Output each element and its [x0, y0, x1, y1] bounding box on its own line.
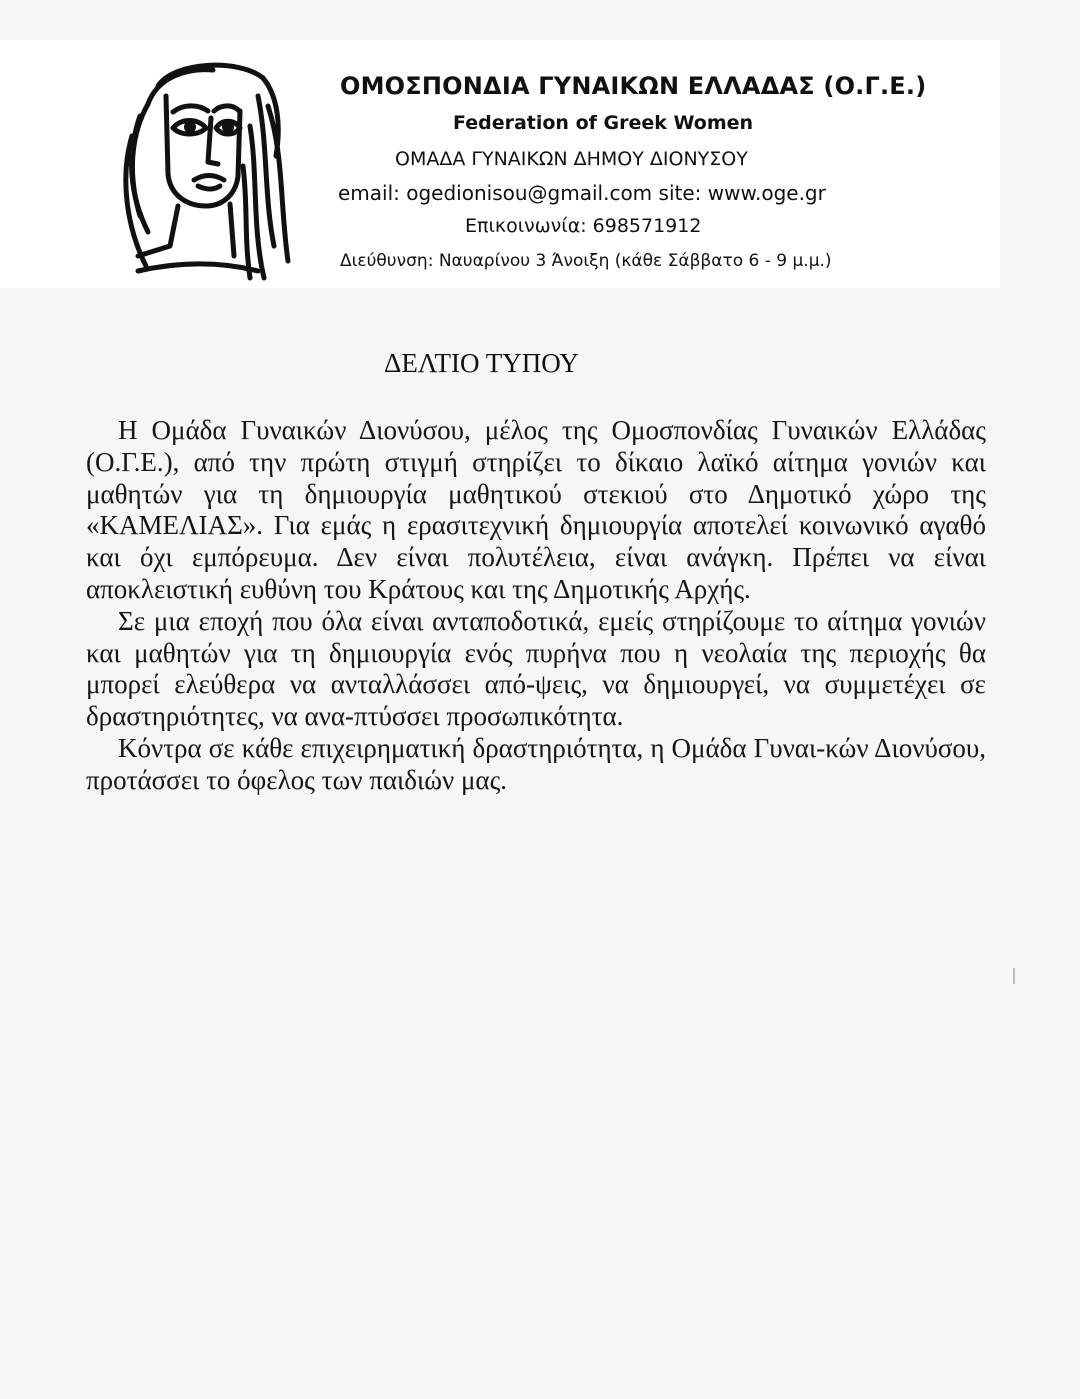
press-release-title: ΔΕΛΤΙΟ ΤΥΠΟΥ: [384, 348, 579, 378]
org-subtitle: Federation of Greek Women: [453, 112, 754, 134]
org-title: ΟΜΟΣΠΟΝΔΙΑ ΓΥΝΑΙΚΩΝ ΕΛΛΑΔΑΣ (Ο.Γ.Ε.): [340, 72, 927, 100]
address: Διεύθυνση: Ναυαρίνου 3 Άνοιξη (κάθε Σάββατο 6 - 9 μ.μ.): [340, 251, 832, 271]
contact-email-site: email: ogedionisou@gmail.com site: www.oge.gr: [338, 181, 826, 205]
letterhead: [0, 40, 1000, 288]
press-release-body: [86, 415, 986, 797]
woman-face-logo-icon: [118, 56, 293, 284]
body-paragraph: Η Ομάδα Γυναικών Διονύσου, μέλος της Ομοσπονδίας Γυναικών Ελλάδας (Ο.Γ.Ε.), από την πρώτη στιγμή στηρίζει το δίκαιο λαϊκό αίτημα γονιών και μαθητών για τη δημιουργία μαθητικού στεκιού στο Δημοτικό χώρο της «ΚΑΜΕΛΙΑΣ». Για εμάς η ερασιτεχνική δημιουργία αποτελεί κοινωνικό αγαθό και όχι εμπόρευμα. Δεν είναι πολυτέλεια, είναι ανάγκη. Πρέπει να είναι αποκλειστική ευθύνη του Κράτους και της Δημοτικής Αρχής.: [86, 415, 986, 604]
group-name: ΟΜΑΔΑ ΓΥΝΑΙΚΩΝ ΔΗΜΟΥ ΔΙΟΝΥΣΟΥ: [395, 148, 748, 170]
scan-mark: [1013, 968, 1015, 984]
body-paragraph: Κόντρα σε κάθε επιχειρηματική δραστηριότητα, η Ομάδα Γυναι-κών Διονύσου, προτάσσει το όφελος των παιδιών μας.: [86, 732, 986, 795]
contact-phone: Επικοινωνία: 698571912: [465, 215, 702, 237]
body-paragraph: Σε μια εποχή που όλα είναι ανταποδοτικά, εμείς στηρίζουμε το αίτημα γονιών και μαθητών για τη δημιουργία ενός πυρήνα που η νεολαία της περιοχής θα μπορεί ελεύθερα να ανταλλάσσει από-ψεις, να δημιουργεί, να συμμετέχει σε δραστηριότητες, να ανα-πτύσσει προσωπικότητα.: [86, 605, 986, 732]
letterhead-text: [300, 40, 1000, 288]
